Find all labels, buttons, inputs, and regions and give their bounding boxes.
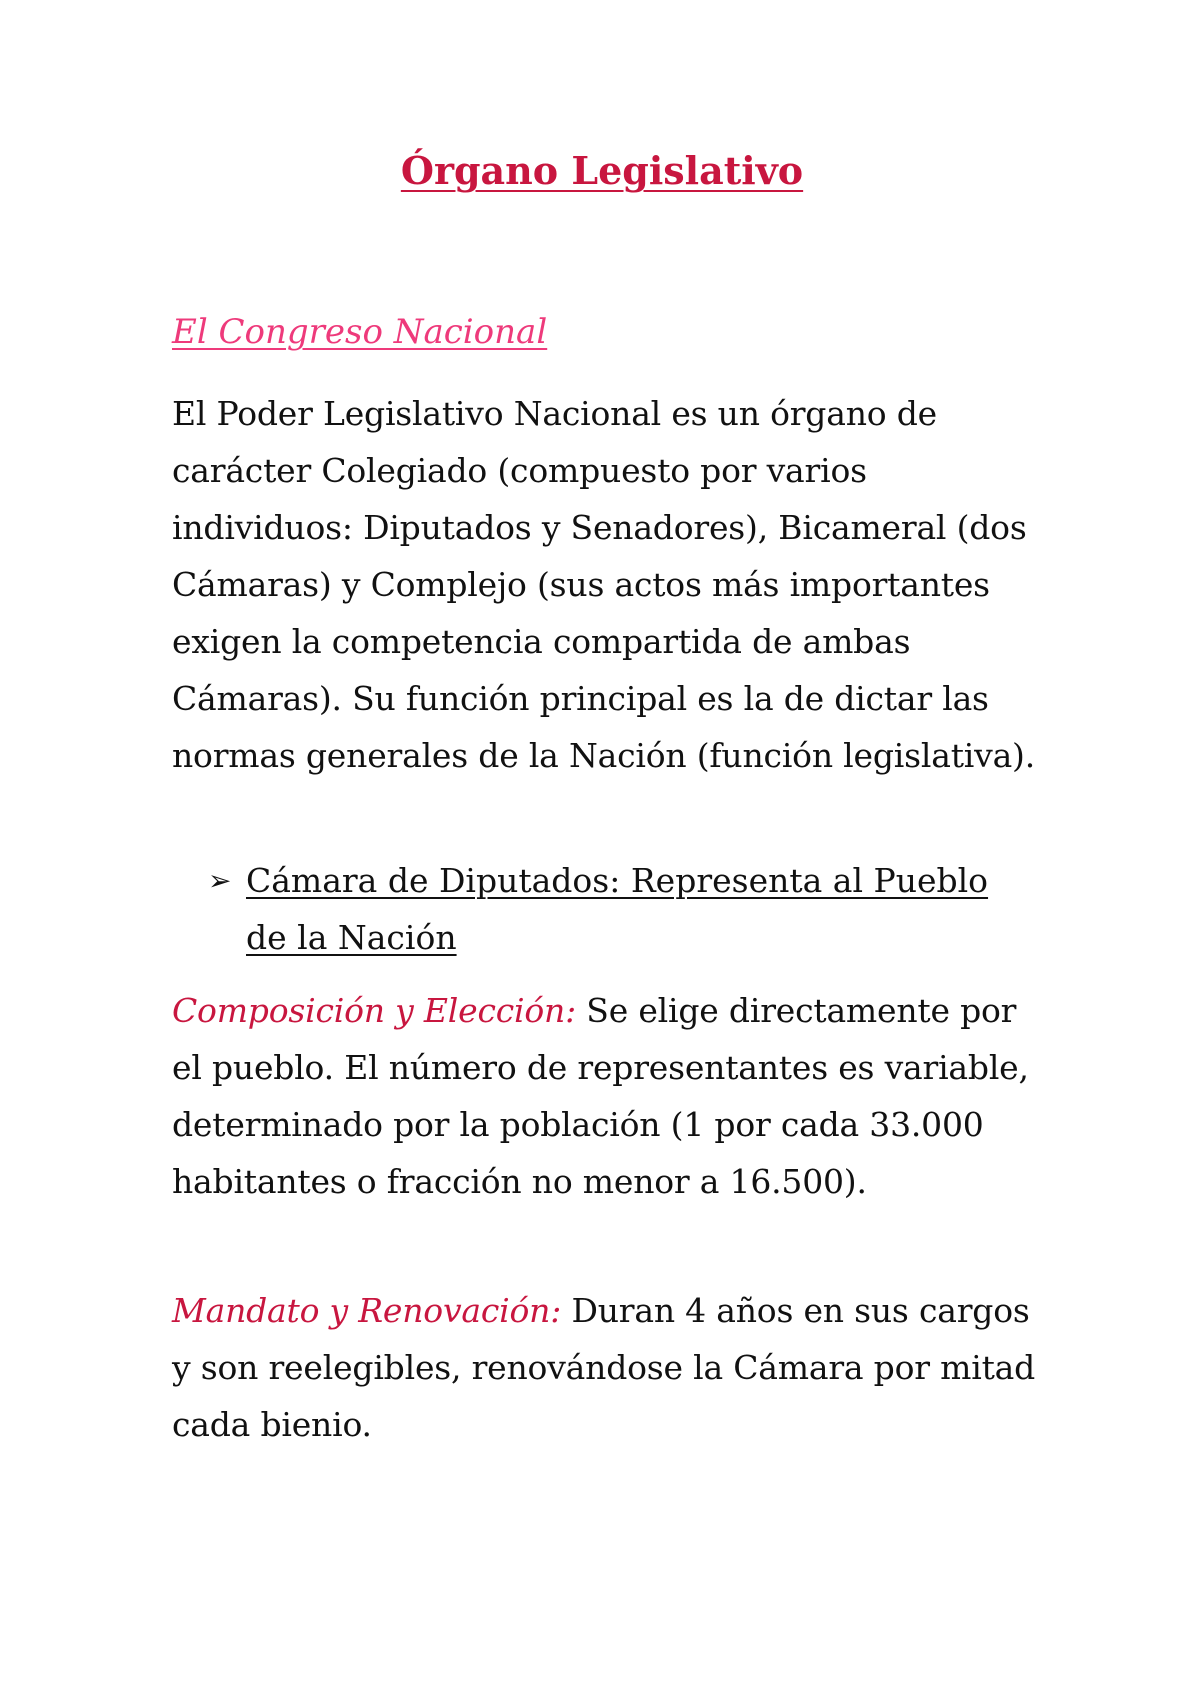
- bullet-item: [208, 852, 1028, 966]
- page-title: Órgano Legislativo: [400, 148, 804, 193]
- bullet-text: Cámara de Diputados: Representa al Pueblo de la Nación: [246, 861, 989, 957]
- section-heading: El Congreso Nacional: [172, 312, 548, 352]
- mandato-paragraph: [172, 1282, 1052, 1453]
- intro-paragraph: El Poder Legislativo Nacional es un órgano de carácter Colegiado (compuesto por varios individuos: Diputados y Senadores), Bicameral (dos Cámaras) y Complejo (sus actos más importantes exigen la competencia compartida de ambas Cámaras). Su función principal es la de dictar las normas generales de la Nación (función legislativa).: [172, 394, 1036, 775]
- mandato-text: Duran 4 años en sus cargos y son reelegibles, renovándose la Cámara por mitad cada bienio.: [172, 1291, 1036, 1444]
- composicion-paragraph: [172, 982, 1052, 1210]
- mandato-label: Mandato y Renovación:: [172, 1291, 562, 1330]
- composicion-text: Se elige directamente por el pueblo. El número de representantes es variable, determinado por la población (1 por cada 33.000 habitantes o fracción no menor a 16.500).: [172, 991, 1029, 1201]
- composicion-label: Composición y Elección:: [172, 991, 577, 1030]
- arrow-bullet-icon: ➢: [208, 864, 232, 897]
